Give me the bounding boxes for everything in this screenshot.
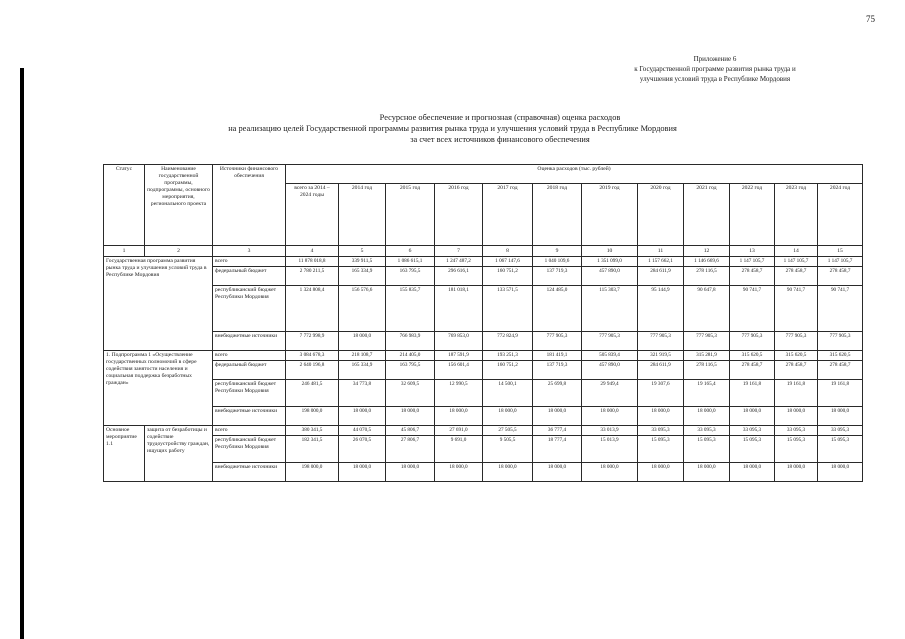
table-row (104, 267, 863, 286)
column-index: 11 (638, 246, 684, 257)
row-value: 193 251,3 (483, 351, 533, 361)
row-value: 19 161,8 (730, 380, 775, 407)
row-value: 36 777,4 (533, 426, 582, 436)
row-value: 33 095,3 (818, 426, 863, 436)
row-value: 160 751,2 (483, 267, 533, 286)
row-value: 457 890,0 (582, 267, 638, 286)
row-value: 198 000,0 (286, 407, 339, 426)
table-row (104, 436, 863, 463)
row-value: 278 116,5 (684, 361, 730, 380)
row-value: 33 095,3 (638, 426, 684, 436)
column-index: 1 (104, 246, 145, 257)
title-line-1: Ресурсное обеспечение и прогнозная (справочная) оценка расходов (379, 113, 621, 122)
row-value: 11 878 018,8 (286, 257, 339, 267)
row-value: 18 000,0 (483, 463, 533, 482)
row-source: республиканский бюджет Республики Мордовия (213, 436, 286, 463)
row-source: внебюджетные источники (213, 332, 286, 351)
row-value: 124 485,0 (533, 286, 582, 332)
row-value: 18 000,0 (435, 463, 483, 482)
row-value: 766 983,9 (386, 332, 435, 351)
row-value: 198 000,0 (286, 463, 339, 482)
row-value: 1 157 662,1 (638, 257, 684, 267)
row-value: 278 458,7 (775, 267, 818, 286)
row-value: 15 095,3 (775, 436, 818, 463)
row-value: 14 500,1 (483, 380, 533, 407)
column-index: 10 (582, 246, 638, 257)
title-line-2: на реализацию целей Государственной программы развития рынка труда и улучшения условий труда в Республике Мордовия (228, 124, 677, 133)
row-name: защита от безработицы и содействие трудоустройству граждан, ищущих работу (145, 426, 213, 482)
row-value: 1 247 487,2 (435, 257, 483, 267)
row-value: 163 795,5 (386, 267, 435, 286)
row-value: 12 990,5 (435, 380, 483, 407)
row-value: 278 458,7 (775, 361, 818, 380)
header-year: 2023 год (775, 184, 818, 246)
row-value: 18 000,0 (638, 407, 684, 426)
column-index: 3 (213, 246, 286, 257)
annex-line-2: к Государственной программе развития рынка труда и (634, 65, 796, 73)
row-value: 3 084 678,3 (286, 351, 339, 361)
row-value: 1 351 099,0 (582, 257, 638, 267)
row-value: 1 086 615,1 (386, 257, 435, 267)
row-value: 9 691,0 (435, 436, 483, 463)
row-value: 156 601,4 (435, 361, 483, 380)
table-row (104, 407, 863, 426)
header-year: 2024 год (818, 184, 863, 246)
row-value: 15 013,9 (582, 436, 638, 463)
row-value: 34 773,8 (339, 380, 386, 407)
row-value: 278 458,7 (730, 267, 775, 286)
row-value: 18 000,0 (684, 463, 730, 482)
header-year: 2017 год (483, 184, 533, 246)
annex-line-3: улучшения условий труда в Республике Мордовия (639, 75, 791, 83)
row-value: 133 571,5 (483, 286, 533, 332)
row-value: 278 458,7 (730, 361, 775, 380)
row-source: внебюджетные источники (213, 407, 286, 426)
row-value: 18 000,0 (818, 463, 863, 482)
column-index: 9 (533, 246, 582, 257)
row-value: 95 144,9 (638, 286, 684, 332)
row-value: 156 576,6 (339, 286, 386, 332)
row-value: 19 165,4 (684, 380, 730, 407)
row-value: 19 161,8 (775, 380, 818, 407)
row-value: 18 000,0 (533, 407, 582, 426)
table-row (104, 257, 863, 267)
row-value: 321 919,5 (638, 351, 684, 361)
row-source: всего (213, 351, 286, 361)
row-value: 25 699,8 (533, 380, 582, 407)
table-row (104, 463, 863, 482)
row-value: 777 905,3 (582, 332, 638, 351)
row-value: 9 505,5 (483, 436, 533, 463)
row-value: 777 905,3 (638, 332, 684, 351)
annex-reference (585, 54, 845, 84)
scan-left-edge (20, 68, 24, 639)
row-value: 19 161,8 (818, 380, 863, 407)
row-value: 18 000,0 (684, 407, 730, 426)
row-value: 115 303,7 (582, 286, 638, 332)
header-year: 2020 год (638, 184, 684, 246)
header-year: 2016 год (435, 184, 483, 246)
row-value: 18 000,0 (730, 407, 775, 426)
row-status: Основное мероприятие 1.1 (104, 426, 145, 482)
row-value: 44 070,5 (339, 426, 386, 436)
header-year: 2021 год (684, 184, 730, 246)
column-index: 13 (730, 246, 775, 257)
row-status: Государственная программа развития рынка труда и улучшения условий труда в Республике Мордовия (104, 257, 213, 351)
row-value: 155 835,7 (386, 286, 435, 332)
row-value: 15 095,3 (818, 436, 863, 463)
column-index: 8 (483, 246, 533, 257)
row-value: 1 147 105,7 (775, 257, 818, 267)
row-value: 284 611,9 (638, 267, 684, 286)
title-line-3: за счет всех источников финансового обеспечения (410, 135, 590, 144)
row-value: 27 691,0 (435, 426, 483, 436)
row-value: 160 751,2 (483, 361, 533, 380)
row-value: 1 324 808,4 (286, 286, 339, 332)
column-index: 5 (339, 246, 386, 257)
table-row (104, 380, 863, 407)
row-value: 15 095,3 (684, 436, 730, 463)
row-value: 181 419,1 (533, 351, 582, 361)
row-value: 777 905,3 (775, 332, 818, 351)
row-value: 163 795,5 (386, 361, 435, 380)
header-year: 2019 год (582, 184, 638, 246)
row-value: 315 620,5 (730, 351, 775, 361)
row-value: 769 853,0 (435, 332, 483, 351)
header-year: всего за 2014 – 2024 годы (286, 184, 339, 246)
row-value: 18 000,0 (483, 407, 533, 426)
row-value: 2 640 196,8 (286, 361, 339, 380)
row-value: 214 405,0 (386, 351, 435, 361)
row-value: 278 116,5 (684, 267, 730, 286)
column-index: 6 (386, 246, 435, 257)
row-value: 18 000,0 (533, 463, 582, 482)
page-number: 75 (866, 14, 875, 24)
row-value: 33 095,3 (730, 426, 775, 436)
table-row (104, 361, 863, 380)
row-value: 181 018,1 (435, 286, 483, 332)
row-value: 182 341,5 (286, 436, 339, 463)
row-value: 777 905,3 (730, 332, 775, 351)
row-value: 33 095,3 (684, 426, 730, 436)
row-value: 137 719,3 (533, 267, 582, 286)
row-value: 777 905,3 (533, 332, 582, 351)
row-value: 1 147 105,7 (818, 257, 863, 267)
row-value: 19 307,6 (638, 380, 684, 407)
row-source: республиканский бюджет Республики Мордовия (213, 380, 286, 407)
resource-table (103, 164, 863, 482)
row-value: 278 458,7 (818, 267, 863, 286)
header-status: Статус (104, 165, 145, 246)
column-index: 12 (684, 246, 730, 257)
row-value: 1 040 109,6 (533, 257, 582, 267)
row-value: 18 777,4 (533, 436, 582, 463)
row-value: 1 146 669,6 (684, 257, 730, 267)
row-source: всего (213, 426, 286, 436)
header-name: Наименование государственной программы, подпрограммы, основного мероприятия, регионального проекта (145, 165, 213, 246)
row-value: 27 806,7 (386, 436, 435, 463)
row-value: 187 591,9 (435, 351, 483, 361)
row-value: 18 000,0 (775, 407, 818, 426)
header-year: 2022 год (730, 184, 775, 246)
row-value: 246 481,5 (286, 380, 339, 407)
row-value: 18 000,0 (435, 407, 483, 426)
row-value: 18 000,0 (339, 407, 386, 426)
row-value: 29 949,4 (582, 380, 638, 407)
column-index: 4 (286, 246, 339, 257)
row-value: 380 341,5 (286, 426, 339, 436)
row-value: 165 334,9 (339, 267, 386, 286)
row-source: республиканский бюджет Республики Мордовия (213, 286, 286, 332)
row-value: 15 095,3 (730, 436, 775, 463)
row-value: 18 000,0 (386, 463, 435, 482)
row-value: 284 611,9 (638, 361, 684, 380)
header-year: 2018 год (533, 184, 582, 246)
column-index: 7 (435, 246, 483, 257)
row-value: 1 147 105,7 (730, 257, 775, 267)
header-year: 2014 год (339, 184, 386, 246)
row-value: 2 780 211,5 (286, 267, 339, 286)
row-value: 90 741,7 (818, 286, 863, 332)
row-value: 165 334,9 (339, 361, 386, 380)
column-index: 2 (145, 246, 213, 257)
row-value: 777 905,3 (818, 332, 863, 351)
row-value: 505 839,4 (582, 351, 638, 361)
row-value: 18 000,0 (818, 407, 863, 426)
row-value: 33 013,9 (582, 426, 638, 436)
row-value: 1 067 147,6 (483, 257, 533, 267)
row-source: внебюджетные источники (213, 463, 286, 482)
annex-line-1: Приложение 6 (693, 55, 737, 63)
row-value: 315 620,5 (818, 351, 863, 361)
row-value: 27 505,5 (483, 426, 533, 436)
row-value: 18 000,0 (339, 332, 386, 351)
table-row (104, 426, 863, 436)
row-value: 339 911,5 (339, 257, 386, 267)
column-index: 14 (775, 246, 818, 257)
table-row (104, 332, 863, 351)
row-value: 315 281,9 (684, 351, 730, 361)
row-value: 18 000,0 (386, 407, 435, 426)
row-value: 457 890,0 (582, 361, 638, 380)
row-value: 90 647,8 (684, 286, 730, 332)
row-source: всего (213, 257, 286, 267)
row-status: 1. Подпрограмма 1 «Осуществление государственных полномочий в сфере содействия занятости населения и социальная поддержка безработных граждан» (104, 351, 213, 426)
row-value: 777 905,3 (684, 332, 730, 351)
row-value: 772 824,9 (483, 332, 533, 351)
header-year: 2015 год (386, 184, 435, 246)
document-title (0, 112, 905, 145)
header-estimate: Оценка расходов (тыс. рублей) (286, 165, 863, 184)
row-value: 315 620,5 (775, 351, 818, 361)
row-value: 32 609,5 (386, 380, 435, 407)
row-value: 15 095,3 (638, 436, 684, 463)
row-value: 33 095,3 (775, 426, 818, 436)
row-value: 218 108,7 (339, 351, 386, 361)
row-value: 26 070,5 (339, 436, 386, 463)
row-value: 18 000,0 (775, 463, 818, 482)
table-row (104, 286, 863, 332)
row-source: федеральный бюджет (213, 267, 286, 286)
column-index: 15 (818, 246, 863, 257)
row-value: 90 741,7 (775, 286, 818, 332)
row-value: 7 772 998,9 (286, 332, 339, 351)
header-source: Источники финансового обеспечения (213, 165, 286, 246)
row-value: 18 000,0 (730, 463, 775, 482)
row-value: 18 000,0 (582, 407, 638, 426)
row-value: 90 741,7 (730, 286, 775, 332)
row-value: 278 458,7 (818, 361, 863, 380)
row-value: 45 806,7 (386, 426, 435, 436)
row-value: 18 000,0 (582, 463, 638, 482)
row-value: 137 719,3 (533, 361, 582, 380)
row-value: 18 000,0 (339, 463, 386, 482)
table-row (104, 351, 863, 361)
row-source: федеральный бюджет (213, 361, 286, 380)
row-value: 296 616,1 (435, 267, 483, 286)
row-value: 18 000,0 (638, 463, 684, 482)
